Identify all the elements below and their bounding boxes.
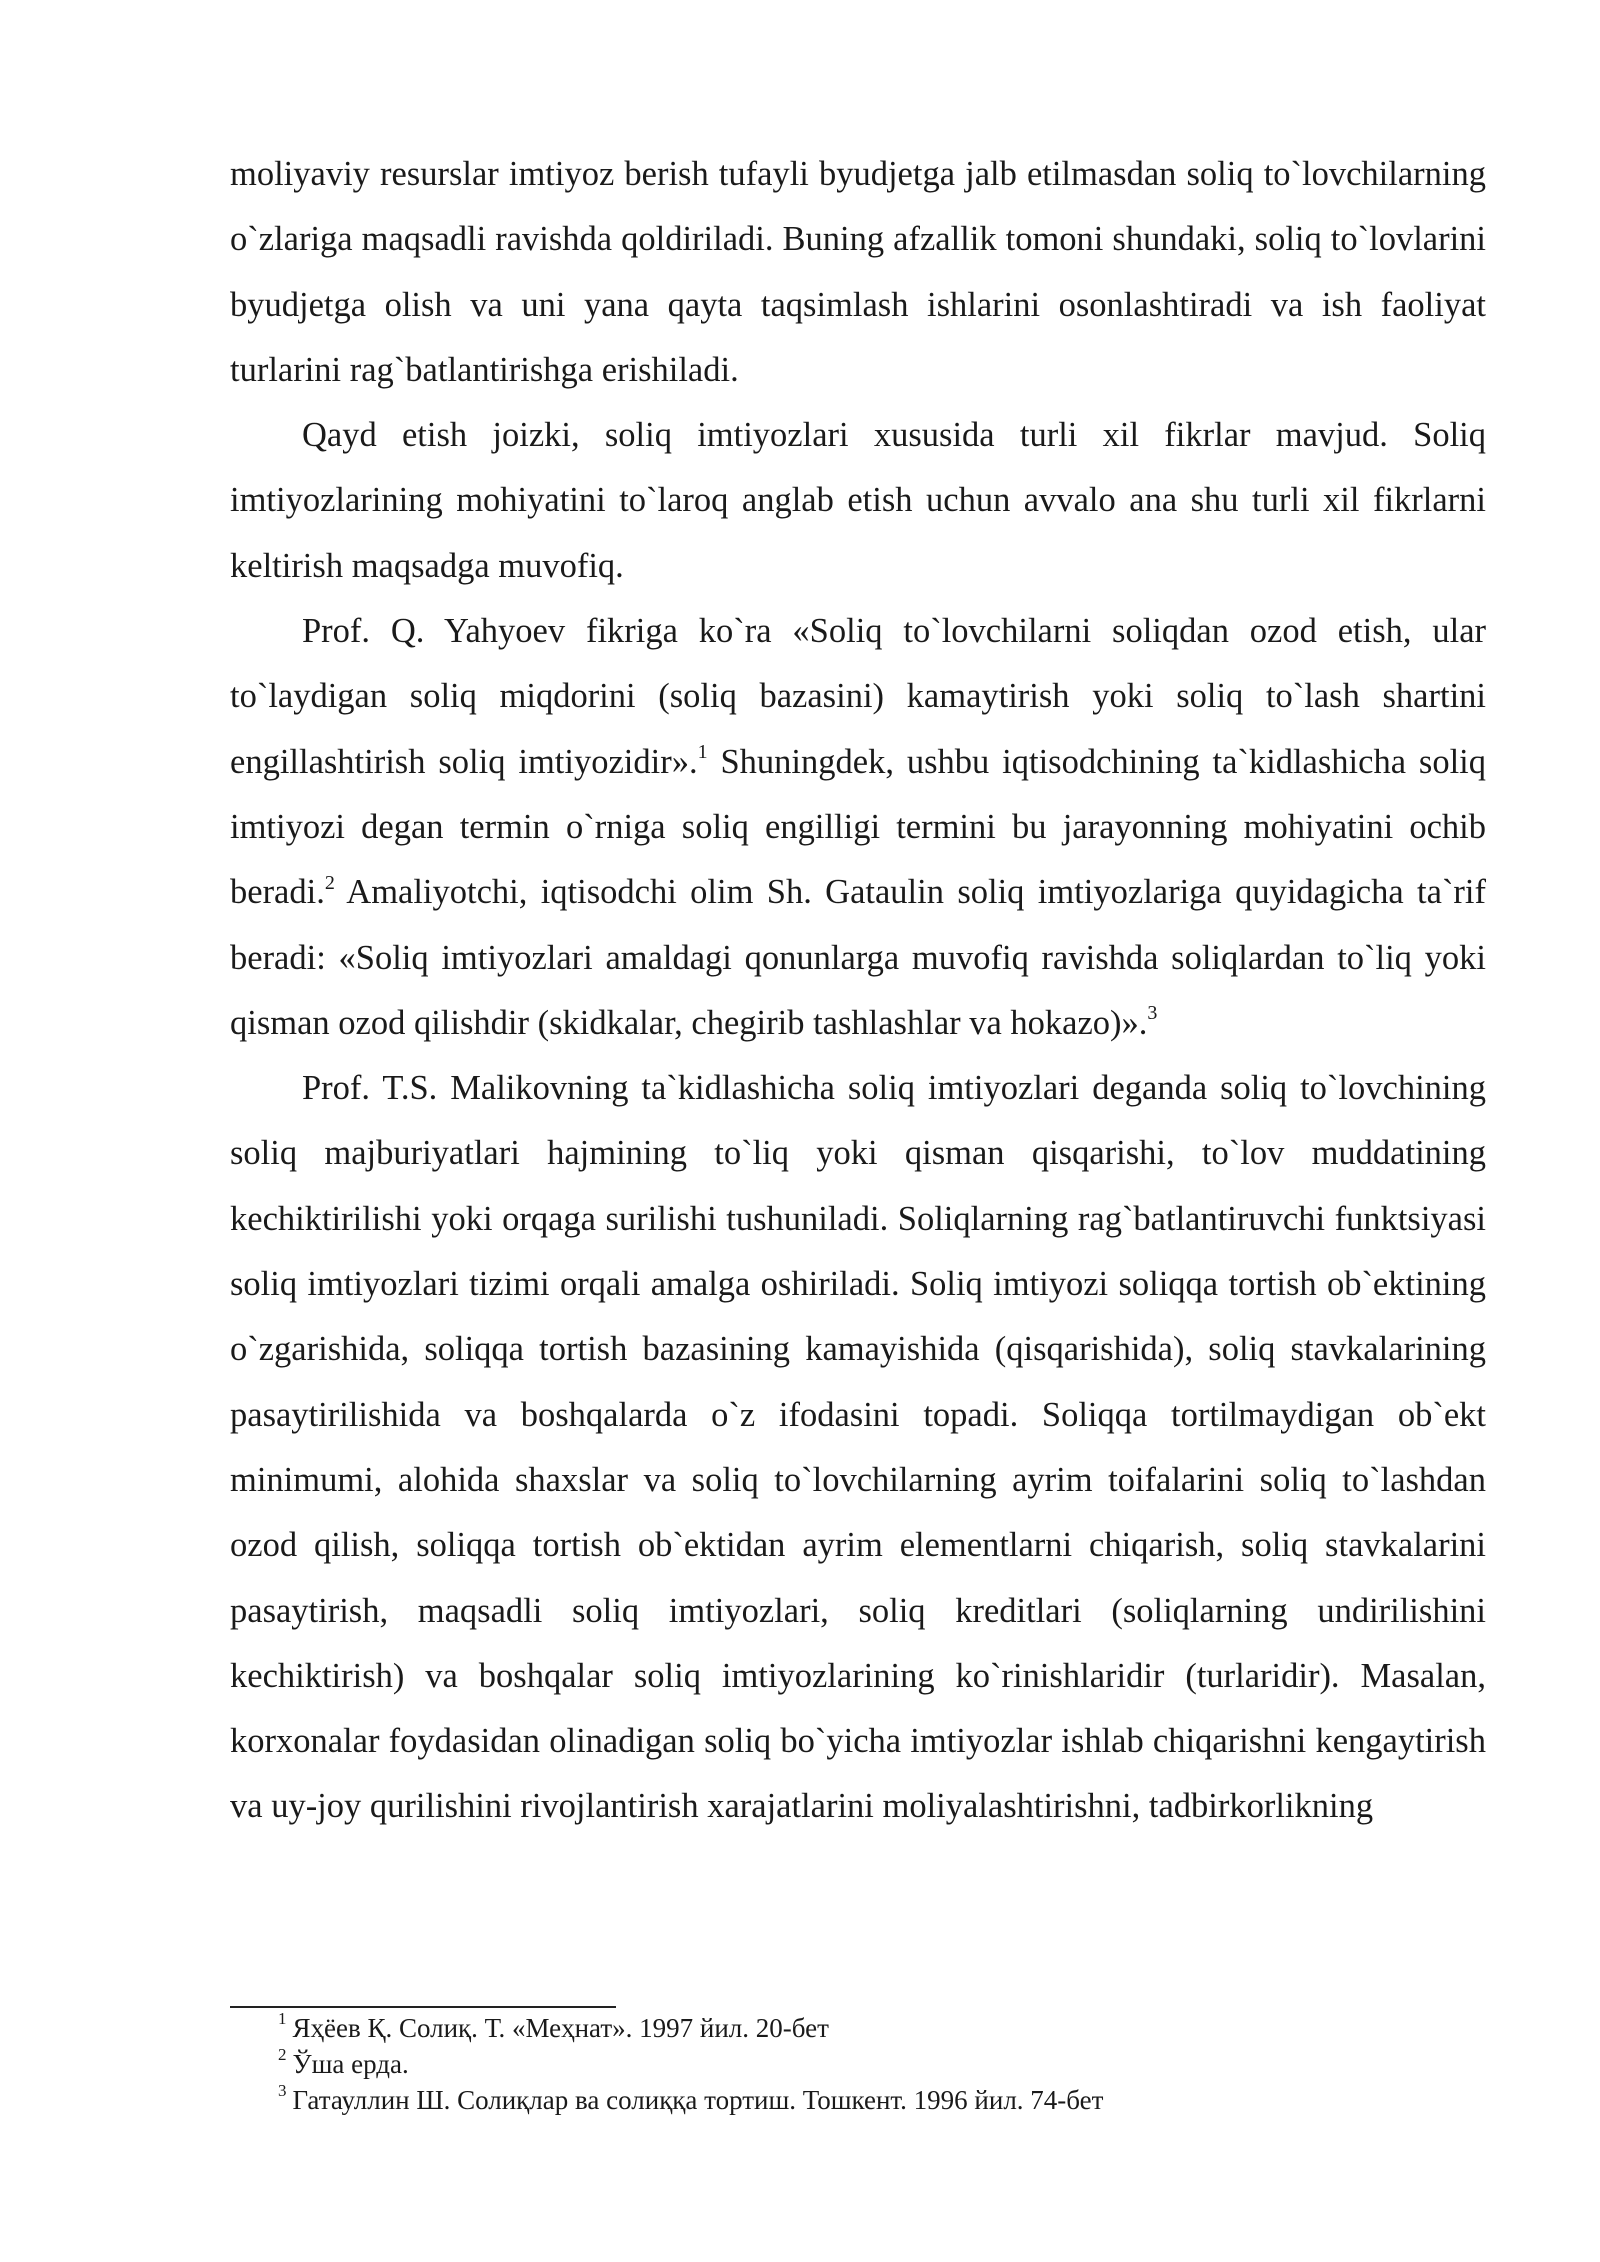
footnote-text: Ўша ерда. [292,2049,409,2079]
paragraph-text: Prof. T.S. Malikovning ta`kidlashicha soliq imtiyozlari deganda soliq to`lovchining soliq majburiyatlari hajmining to`liq yoki qisman qisqarishi, to`lov muddatining kechiktirilishi yoki orqaga surilishi tushuniladi. Soliqlarning rag`batlantiruvchi funktsiyasi soliq imtiyozlari tizimi orqali amalga oshiriladi. Soliq imtiyozi soliqqa tortish ob`ektining o`zgarishida, soliqqa tortish bazasining kamayishida (qisqarishida), soliq stavkalarining pasaytirilishida va boshqalarda o`z ifodasini topadi. Soliqqa tortilmaydigan ob`ekt minimumi, alohida shaxslar va soliq to`lovchilarning ayrim toifalarini soliq to`lashdan ozod qilish, soliqqa tortish ob`ektidan ayrim elementlarni chiqarish, soliq stavkalarini pasaytirish, maqsadli soliq imtiyozlari, soliq kreditlari (soliqlarning undirilishini kechiktirish) va boshqalar soliq imtiyozlarining ko`rinishlaridir (turlaridir). Masalan, korxonalar foydasidan olinadigan soliq bo`yicha imtiyozlar ishlab chiqarishni kengaytirish va uy-joy qurilishini rivojlantirish xarajatlarini moliyalashtirishni, tadbirkorlikning [230,1069,1486,1826]
paragraph-text: moliyaviy resurslar imtiyoz berish tufayli byudjetga jalb etilmasdan soliq to`lovchilarning o`zlariga maqsadli ravishda qoldiriladi. Buning afzallik tomoni shundaki, soliq to`lovlarini byudjetga olish va uni yana qayta taqsimlash ishlarini osonlashtiradi va ish faoliyat turlarini rag`batlantirishga erishiladi. [230,155,1486,389]
paragraph-text: Prof. Q. Yahyoev fikriga ko`ra «Soliq to`lovchilarni soliqdan ozod etish, ular to`laydigan soliq miqdorini (soliq bazasini) kamaytirish yoki soliq to`lash shartini engillashtirish soliq imtiyozidir». [230,612,1486,781]
footnote-text: Гатауллин Ш. Солиқлар ва солиққа тортиш. Тошкент. 1996 йил. 74-бет [292,2085,1104,2115]
paragraph-text: Shuningdek, ushbu iqtisodchining ta`kidlashicha soliq imtiyozi degan termin o`rniga soliq engilligi termini bu jarayonning mohiyatini ochib beradi. [230,742,1487,912]
footnote-ref: 3 [1147,1002,1158,1025]
footnote-separator [230,2006,616,2008]
paragraph-text: Qayd etish joizki, soliq imtiyozlari xususida turli xil fikrlar mavjud. Soliq imtiyozlarining mohiyatini to`laroq anglab etish uchun avvalo ana shu turli xil fikrlarni keltirish maqsadga muvofiq. [230,416,1486,585]
footnote-number: 3 [278,2081,287,2100]
paragraph-4 [230,1056,1486,1840]
footnotes [278,2010,1478,2118]
paragraph-text: Amaliyotchi, iqtisodchi olim Sh. Gataulin soliq imtiyozlariga quyidagicha ta`rif beradi: «Soliq imtiyozlari amaldagi qonunlarga muvofiq ravishda soliqlardan to`liq yoki qisman ozod qilishdir (skidkalar, chegirib tashlashlar va hokazo)». [230,873,1486,1042]
footnote-3 [278,2082,1478,2118]
footnote-number: 2 [278,2045,287,2064]
footnote-ref: 2 [324,871,335,894]
paragraph-3 [230,599,1486,1056]
paragraph-1 [230,142,1486,403]
paragraph-2 [230,403,1486,599]
footnote-number: 1 [278,2009,287,2028]
footnote-2 [278,2046,1478,2082]
footnote-ref: 1 [697,741,708,764]
document-body [230,142,1486,1840]
footnote-1 [278,2010,1478,2046]
footnote-text: Яҳёев Қ. Солиқ. Т. «Меҳнат». 1997 йил. 20-бет [292,2013,829,2043]
